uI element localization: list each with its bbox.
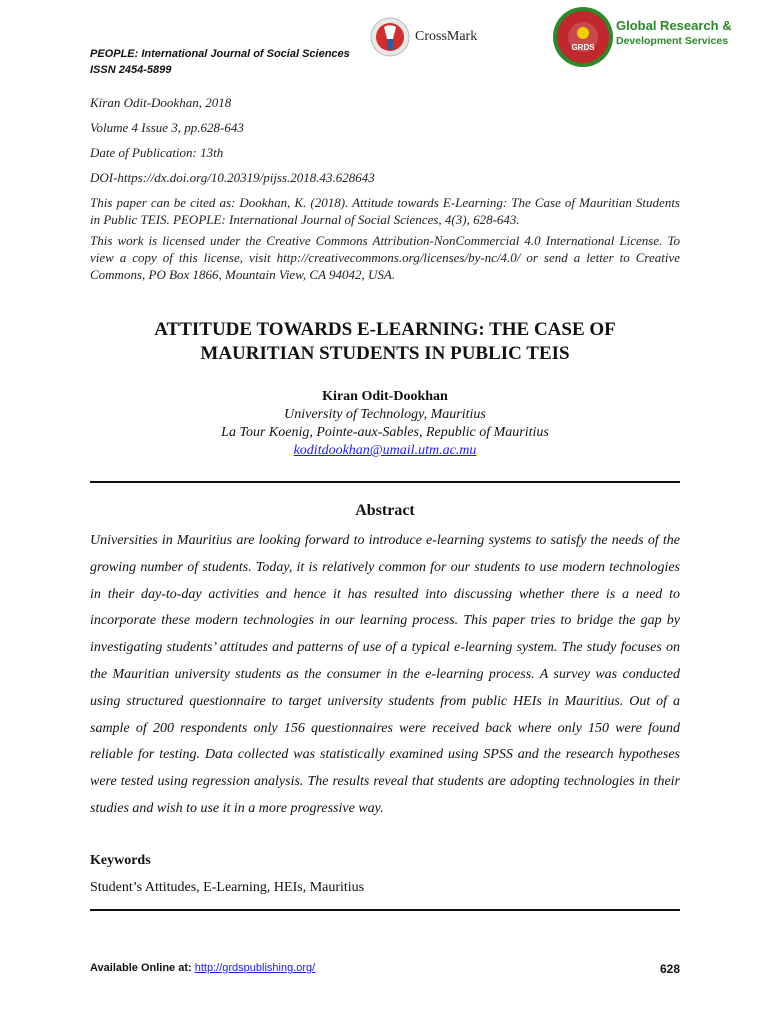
author-address: La Tour Koenig, Pointe-aux-Sables, Republic of Mauritius: [221, 425, 549, 440]
grds-name-line2: Development Services: [616, 35, 729, 47]
grds-logo-block: [552, 6, 732, 68]
grds-seal-text: GRDS: [571, 43, 595, 52]
meta-doi[interactable]: DOI-https://dx.doi.org/10.20319/pijss.2018.43.628643: [90, 170, 375, 185]
abstract-heading: Abstract: [355, 502, 415, 519]
author-name: Kiran Odit-Dookhan: [322, 389, 448, 404]
divider-top: [90, 481, 680, 483]
author-block: [90, 388, 680, 460]
abstract-text: Universities in Mauritius are looking forward to introduce e-learning systems to satisfy the needs of the growing number of students. Today, it is relatively common for our students to use modern technologies in their day-to-day activities and hence it has resulted into discussing whether there is a need to incorporate these modern technologies in our learning process. This paper tries to bridge the gap by investigating students’ attitudes and patterns of use of a typical e-learning system. The study focuses on the Mauritian university students as the consumer in the e-learning process. A survey was conducted using structured questionnaire to target university students from public HEIs in Mauritius. Out of a sample of 200 respondents only 156 questionnaires were received back where only 150 were found reliable for testing. Data collected was statistically examined using SPSS and the research hypotheses were tested using regression analysis. The results reveal that students are adopting technologies in their studies and wish to use it in a more progressive way.: [90, 533, 680, 816]
footer-availability: [90, 962, 315, 976]
keywords-text: Student’s Attitudes, E-Learning, HEIs, Mauritius: [90, 880, 365, 895]
article-meta: [90, 90, 680, 283]
footer-url-link[interactable]: http://grdspublishing.org/: [194, 962, 316, 974]
divider-bottom: [90, 909, 680, 911]
journal-issn: ISSN 2454-5899: [90, 64, 172, 76]
title-line1: ATTITUDE TOWARDS E-LEARNING: THE CASE OF: [154, 319, 616, 340]
keywords-heading: Keywords: [90, 853, 151, 868]
paper-title: [90, 318, 680, 366]
meta-citation: This paper can be cited as: Dookhan, K. (2018). Attitude towards E-Learning: The Case of Mauritian Students in Public TEIS. PEOPLE: International Journal of Social Sciences, 4(3), 628-643.: [90, 195, 680, 227]
meta-author-year: Kiran Odit-Dookhan, 2018: [90, 95, 232, 110]
meta-license: This work is licensed under the Creative Commons Attribution-NonCommercial 4.0 International License. To view a copy of this license, visit http://creativecommons.org/licenses/by-nc/4.0/ or send a letter to Creative Commons, PO Box 1866, Mountain View, CA 94042, USA.: [90, 233, 680, 282]
crossmark-icon: [370, 17, 410, 57]
grds-seal-icon: [552, 6, 614, 68]
crossmark-label: CrossMark: [415, 29, 478, 44]
author-affiliation: University of Technology, Mauritius: [284, 407, 486, 422]
page-footer: [90, 962, 680, 976]
journal-name: PEOPLE: International Journal of Social Sciences: [90, 48, 350, 60]
author-email-link[interactable]: koditdookhan@umail.utm.ac.mu: [293, 443, 477, 458]
page-number: 628: [659, 962, 680, 976]
crossmark-badge[interactable]: [370, 17, 477, 57]
grds-name-line1: Global Research &: [616, 18, 732, 33]
meta-volume: Volume 4 Issue 3, pp.628-643: [90, 120, 244, 135]
journal-header: [90, 46, 350, 78]
title-line2: MAURITIAN STUDENTS IN PUBLIC TEIS: [200, 343, 570, 364]
meta-pub-date: Date of Publication: 13th: [90, 145, 224, 160]
footer-available-label: Available Online at:: [90, 962, 192, 974]
